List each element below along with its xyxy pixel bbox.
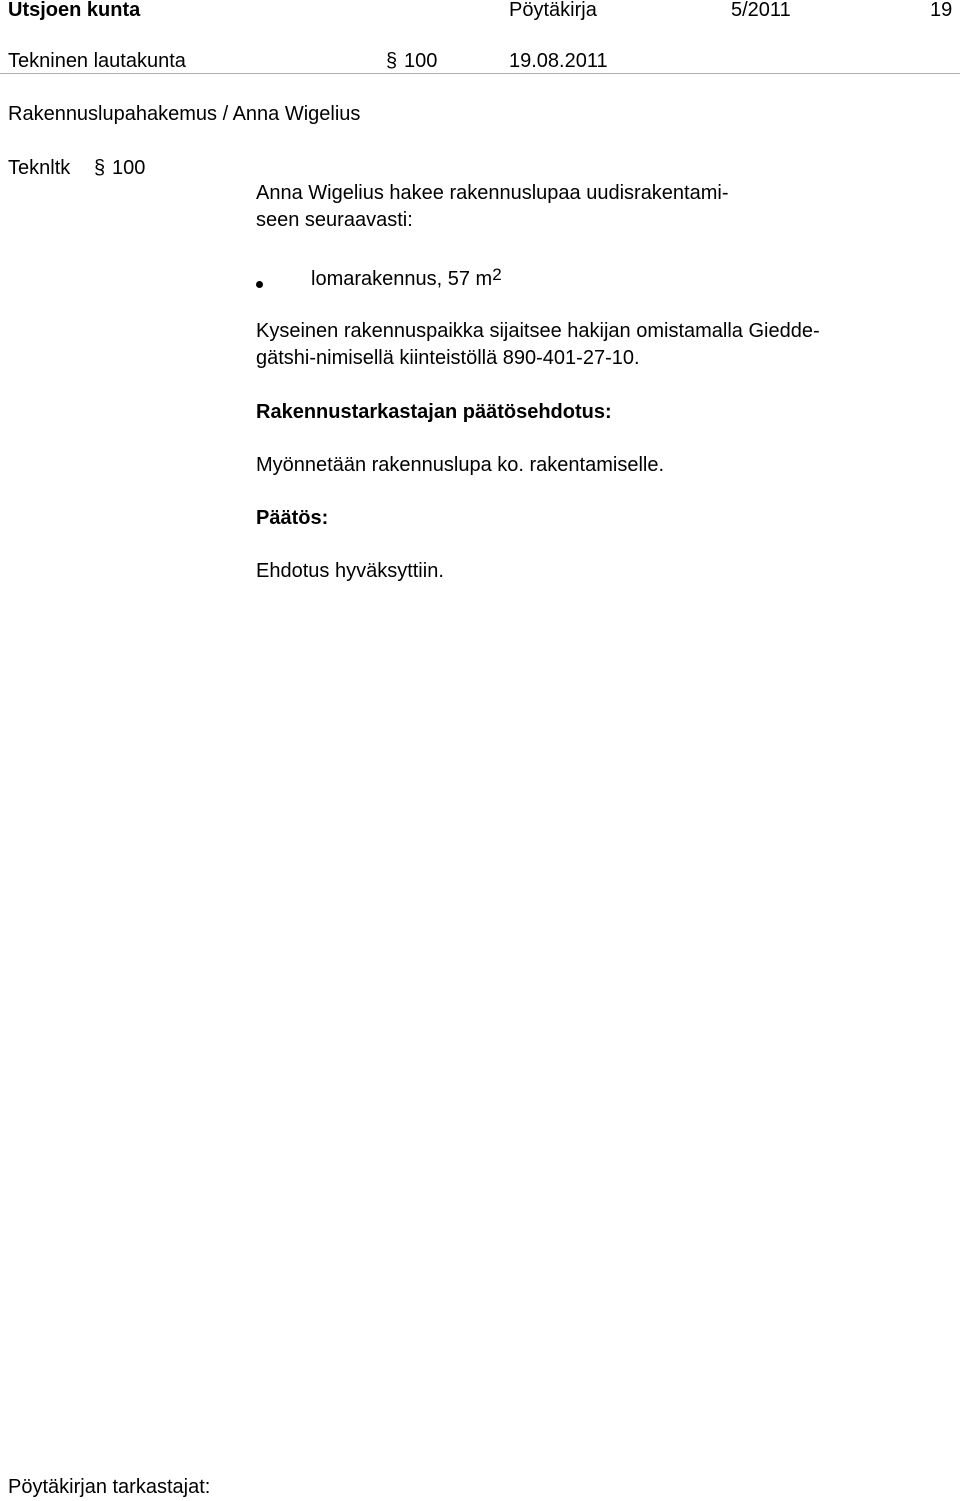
header-divider — [0, 73, 960, 74]
location-paragraph — [256, 318, 820, 372]
section-number: 100 — [404, 50, 438, 72]
bullet-text: lomarakennus, 57 m — [311, 268, 493, 290]
reference-section-symbol: § — [94, 157, 106, 179]
reference-section-number: 100 — [112, 157, 146, 179]
section-symbol: § — [386, 50, 398, 72]
document-type: Pöytäkirja — [509, 0, 597, 21]
item-title: Rakennuslupahakemus / Anna Wigelius — [8, 103, 361, 125]
proposal-heading: Rakennustarkastajan päätösehdotus: — [256, 401, 612, 423]
page-number: 19 — [930, 0, 953, 21]
committee-name: Tekninen lautakunta — [8, 50, 186, 72]
decision-text: Ehdotus hyväksyttiin. — [256, 560, 444, 582]
document-number: 5/2011 — [731, 0, 791, 21]
intro-paragraph — [256, 180, 729, 234]
bullet-superscript: 2 — [492, 265, 502, 284]
bullet-item — [311, 265, 502, 290]
location-line-2: gätshi-nimisellä kiinteistöllä 890-401-27-10. — [256, 347, 640, 369]
location-line-1: Kyseinen rakennuspaikka sijaitsee hakijan omistamalla Giedde- — [256, 320, 820, 342]
bullet-icon — [256, 281, 263, 288]
reference-label: Teknltk — [8, 157, 71, 179]
meeting-date: 19.08.2011 — [509, 50, 608, 72]
decision-heading: Päätös: — [256, 507, 329, 529]
intro-line-2: seen seuraavasti: — [256, 209, 413, 231]
municipality-name: Utsjoen kunta — [8, 0, 141, 21]
intro-line-1: Anna Wigelius hakee rakennuslupaa uudisrakentami- — [256, 182, 729, 204]
reviewers-label: Pöytäkirjan tarkastajat: — [8, 1476, 211, 1498]
proposal-text: Myönnetään rakennuslupa ko. rakentamiselle. — [256, 454, 665, 476]
